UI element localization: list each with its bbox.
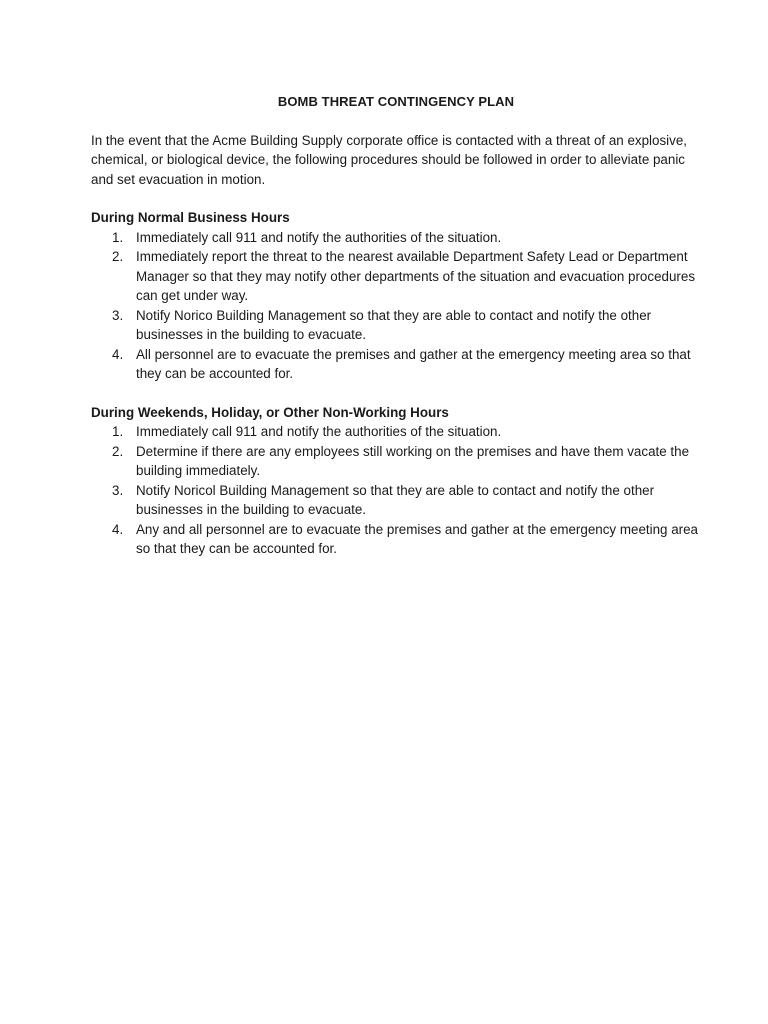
non-working-hours-steps bbox=[91, 422, 701, 559]
list-item-text: Immediately call 911 and notify the authorities of the situation. bbox=[136, 424, 502, 439]
list-item bbox=[91, 306, 701, 345]
intro-paragraph: In the event that the Acme Building Supply corporate office is contacted with a threat of an explosive, chemical, or biological device, the following procedures should be followed in order to alleviate panic and set evacuation in motion. bbox=[91, 132, 687, 187]
list-item bbox=[91, 228, 701, 248]
list-item-text: Immediately report the threat to the nearest available Department Safety Lead or Department Manager so that they may notify other departments of the situation and evacuation procedures can get under way. bbox=[136, 249, 696, 303]
list-item bbox=[91, 345, 701, 384]
list-item-text: Notify Norico Building Management so that they are able to contact and notify the other businesses in the building to evacuate. bbox=[136, 307, 652, 342]
list-item bbox=[91, 422, 701, 442]
list-item-number: 3. bbox=[112, 482, 124, 498]
list-item bbox=[91, 481, 701, 520]
list-item-number: 4. bbox=[112, 521, 124, 537]
list-item-text: Notify Noricol Building Management so that they are able to contact and notify the other businesses in the building to evacuate. bbox=[136, 482, 655, 517]
list-item-number: 2. bbox=[112, 443, 124, 459]
list-item-text: Immediately call 911 and notify the authorities of the situation. bbox=[136, 229, 502, 245]
list-item-number: 4. bbox=[112, 346, 124, 362]
list-item-number: 3. bbox=[112, 307, 124, 323]
document-title: BOMB THREAT CONTINGENCY PLAN bbox=[277, 94, 515, 109]
list-item bbox=[91, 520, 701, 559]
list-item bbox=[91, 247, 701, 306]
list-item bbox=[91, 442, 701, 481]
document-body bbox=[91, 92, 701, 578]
list-item-number: 1. bbox=[112, 424, 124, 439]
section-heading-normal-hours: During Normal Business Hours bbox=[91, 210, 290, 225]
list-item-text: Any and all personnel are to evacuate the premises and gather at the emergency meeting area so that they can be accounted for. bbox=[136, 521, 699, 556]
list-item-number: 1. bbox=[112, 229, 124, 245]
list-item-text: Determine if there are any employees still working on the premises and have them vacate the building immediately. bbox=[136, 443, 690, 478]
list-item-number: 2. bbox=[112, 249, 124, 264]
list-item-text: All personnel are to evacuate the premises and gather at the emergency meeting area so that they can be accounted for. bbox=[136, 346, 691, 381]
normal-hours-steps bbox=[91, 228, 701, 384]
section-heading-non-working-hours: During Weekends, Holiday, or Other Non-Working Hours bbox=[91, 404, 449, 420]
